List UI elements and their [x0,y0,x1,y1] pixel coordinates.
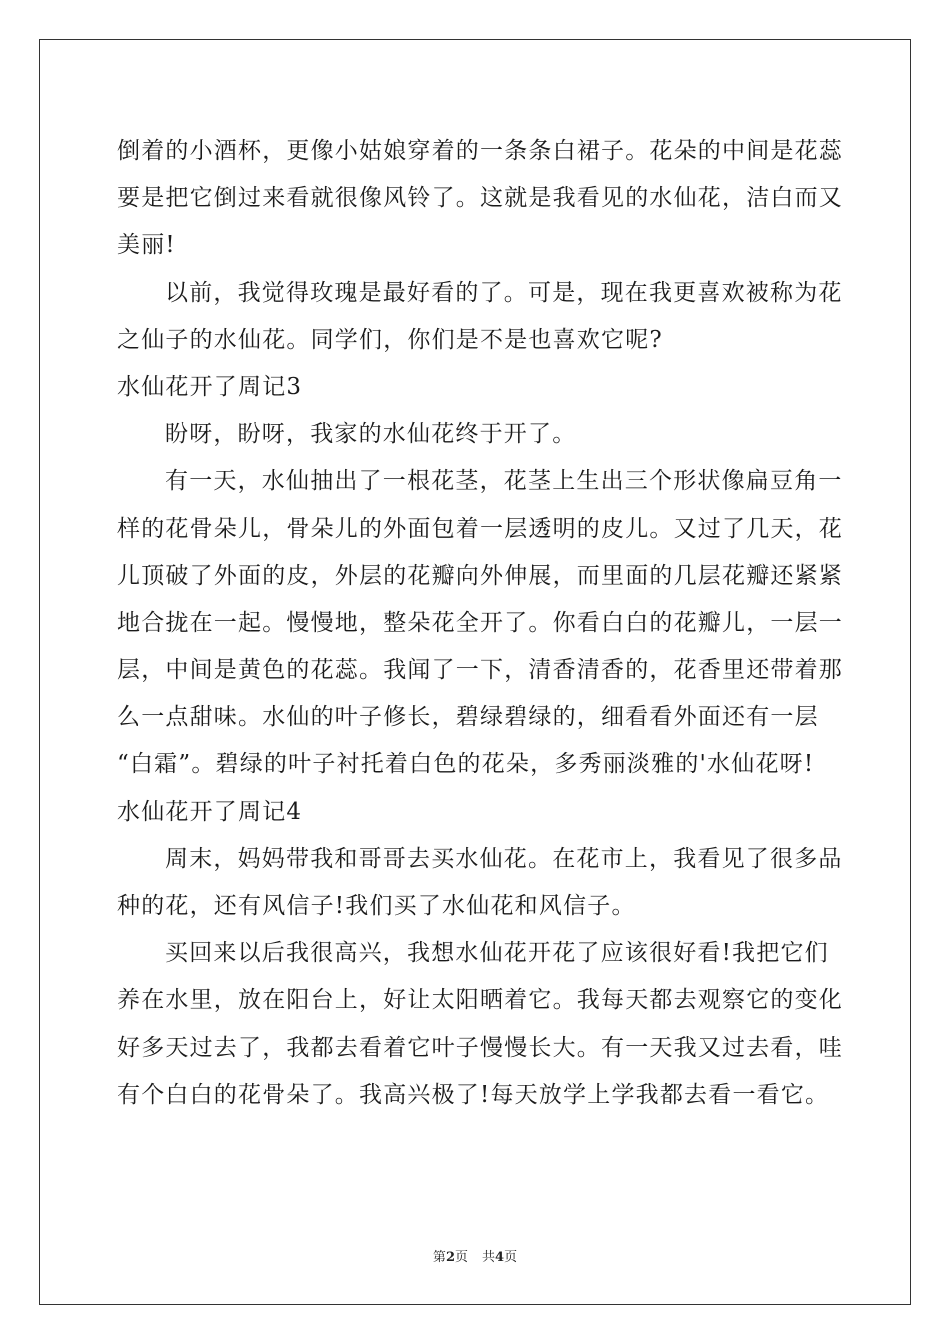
text-line: 周末，妈妈带我和哥哥去买水仙花。在花市上，我看见了很多品 [165,845,843,872]
text-line: 儿顶破了外面的皮，外层的花瓣向外伸展，而里面的几层花瓣还紧紧 [117,562,843,589]
current-page-number: 2 [445,1250,455,1265]
text-line: 种的花，还有风信子!我们买了水仙花和风信子。 [117,893,636,919]
document-body [117,128,843,1119]
text-line: 地合拢在一起。慢慢地，整朵花全开了。你看白白的花瓣儿，一层一 [117,609,843,636]
text-line: 美丽! [117,232,176,259]
text-line: 有个白白的花骨朵了。我高兴极了!每天放学上学我都去看一看它。 [117,1081,830,1108]
text-line: 盼呀，盼呀，我家的水仙花终于开了。 [165,421,577,448]
text-line: 么一点甜味。水仙的叶子修长，碧绿碧绿的，细看看外面还有一层 [117,704,819,731]
text-line: 养在水里，放在阳台上，好让太阳晒着它。我每天都去观察它的变化 [117,987,843,1014]
total-page-count: 4 [495,1250,505,1265]
text-line: 倒着的小酒杯，更像小姑娘穿着的一条条白裙子。花朵的中间是花蕊 [117,138,843,164]
text-line: 样的花骨朵儿，骨朵儿的外面包着一层透明的皮儿。又过了几天，花 [117,515,843,542]
section-heading: 水仙花开了周记3 [117,373,303,400]
total-pages-suffix: 页 [504,1250,518,1265]
text-line: 买回来以后我很高兴，我想水仙花开花了应该很好看!我把它们 [165,940,829,967]
page-footer [0,1246,950,1265]
text-line: 要是把它倒过来看就很像风铃了。这就是我看见的水仙花，洁白而又 [117,185,843,212]
text-line: 以前，我觉得玫瑰是最好看的了。可是，现在我更喜欢被称为花 [165,279,843,306]
text-line: “白霜”。碧绿的叶子衬托着白色的花朵，多秀丽淡雅的'水仙花呀! [117,751,815,778]
total-pages-prefix: 共 [482,1250,496,1265]
page-number-prefix: 第 [432,1250,446,1265]
text-line: 层，中间是黄色的花蕊。我闻了一下，清香清香的，花香里还带着那 [117,657,843,684]
section-heading: 水仙花开了周记4 [117,798,303,825]
text-line: 好多天过去了，我都去看着它叶子慢慢长大。有一天我又过去看，哇 [117,1034,843,1061]
text-line: 之仙子的水仙花。同学们，你们是不是也喜欢它呢? [117,326,663,353]
text-line: 有一天，水仙抽出了一根花茎，花茎上生出三个形状像扁豆角一 [165,468,843,495]
page-number-suffix: 页 [454,1250,468,1265]
